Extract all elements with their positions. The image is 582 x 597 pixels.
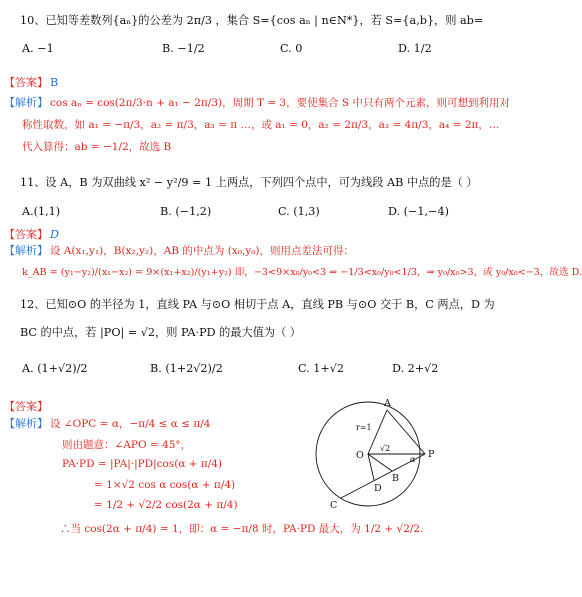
q10-answer: B: [50, 76, 59, 89]
q12-analysis-1: 设 ∠OPC = α，−π/4 ≤ α ≤ π/4: [50, 418, 211, 430]
q12-answer-label: 【答案】: [4, 400, 48, 413]
label-b: B: [392, 473, 399, 484]
q12-option-c: C. 1+√2: [298, 362, 345, 375]
label-sqrt2: √2: [380, 444, 391, 453]
label-c: C: [330, 500, 338, 511]
q10-analysis-3: 代入算得：ab = −1/2，故选 B: [22, 141, 172, 153]
q11-option-d: D. (−1,−4): [388, 205, 449, 218]
q12-analysis-3: PA·PD = |PA|·|PD|cos(α + π/4): [62, 458, 223, 470]
label-o: O: [356, 450, 364, 461]
q11-analysis-label: 【解析】: [4, 244, 48, 257]
q10-answer-label: 【答案】: [4, 76, 48, 89]
q12-analysis-label: 【解析】: [4, 417, 48, 430]
q10-analysis-1: cos aₙ = cos(2π/3·n + a₁ − 2π/3)，周期 T = 3，要使集合 S 中只有两个元素，则可想到利用对: [50, 97, 510, 109]
q12-analysis-5: = 1/2 + √2/2 cos(2α + π/4): [94, 499, 238, 511]
q12-option-d: D. 2+√2: [392, 362, 439, 375]
label-r: r=1: [356, 423, 372, 432]
segment-pa: [387, 410, 425, 454]
q12-stem-2: BC 的中点，若 |PO| = √2，则 PA·PD 的最大值为（ ）: [20, 326, 301, 339]
q10-option-c: C. 0: [280, 42, 303, 55]
q12-option-a: A. (1+√2)/2: [22, 362, 88, 375]
q10-analysis-2: 称性取数，如 a₁ = −π/3，a₂ = π/3，a₃ = π …，或 a₁ = 0，a₂ = 2π/3，a₃ = 4π/3，a₄ = 2π，…: [22, 119, 500, 131]
q11-option-c: C. (1,3): [278, 205, 320, 218]
q10-option-b: B. −1/2: [162, 42, 205, 55]
label-p: P: [428, 449, 435, 460]
label-a: A: [384, 398, 391, 409]
circle-tangent-figure: [300, 392, 470, 522]
q11-option-b: B. (−1,2): [160, 205, 212, 218]
q11-analysis-1: 设 A(x₁,y₁)，B(x₂,y₂)，AB 的中点为 (x₀,y₀)，则用点差法可得：: [50, 245, 355, 257]
q12-analysis-2: 则由题意：∠APO = 45°，: [62, 439, 192, 451]
label-alpha: α: [410, 455, 416, 464]
q10-option-d: D. 1/2: [398, 42, 432, 55]
q10-analysis-label: 【解析】: [4, 96, 48, 109]
q11-analysis-2: k_AB = (y₁−y₂)/(x₁−x₂) = 9×(x₁+x₂)/(y₁+y₂) 即，−3<9×x₀/y₀<3 ⇒ −1/3<x₀/y₀<1/3，⇒ y₀/x₀>3，或 y₀/x₀<−3，故选 D.: [22, 267, 582, 278]
q12-analysis-6: ∴当 cos(2α + π/4) = 1，即：α = −π/8 时，PA·PD 最大，为 1/2 + √2/2.: [60, 523, 424, 535]
q11-option-a: A.(1,1): [22, 205, 61, 218]
q10-stem: 10、已知等差数列{aₙ}的公差为 2π/3 ，集合 S={cos aₙ | n∈N*}，若 S={a,b}，则 ab=: [20, 14, 484, 27]
q11-answer: D: [50, 228, 59, 241]
q10-option-a: A. −1: [22, 42, 54, 55]
q12-stem-1: 12、已知⊙O 的半径为 1，直线 PA 与⊙O 相切于点 A，直线 PB 与⊙O 交于 B，C 两点，D 为: [20, 298, 495, 311]
q12-option-b: B. (1+2√2)/2: [150, 362, 223, 375]
q12-analysis-4: = 1×√2 cos α cos(α + π/4): [94, 479, 236, 491]
q11-stem: 11、设 A，B 为双曲线 x² − y²/9 = 1 上两点，下列四个点中，可为线段 AB 中点的是（ ）: [20, 176, 478, 189]
q11-answer-label: 【答案】: [4, 228, 48, 241]
label-d: D: [374, 483, 382, 494]
